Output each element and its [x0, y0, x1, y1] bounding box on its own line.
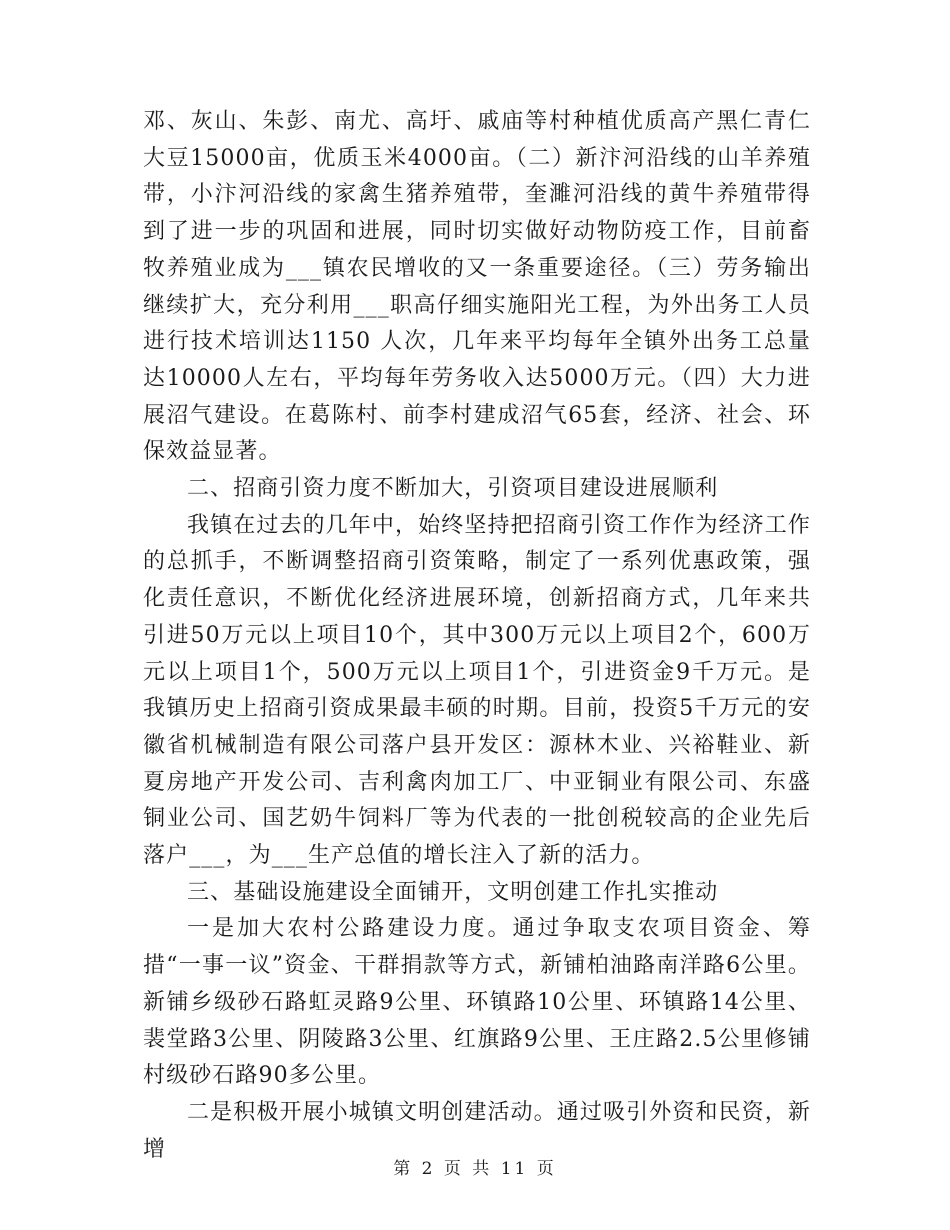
- section-heading-3: 三、基础设施建设全面铺开，文明创建工作扎实推动: [187, 879, 719, 905]
- document-body: [143, 104, 811, 1168]
- paragraph-3: 一是加大农村公路建设力度。通过争取支农项目资金、筹措“一事一议”资金、干群捐款等方式，新铺柏油路南洋路6公里。新铺乡级砂石路虹灵路9公里、环镇路10公里、环镇路14公里、裴堂路3公里、阴陵路3公里、红旗路9公里、王庄路2.5公里修铺村级砂石路90多公里。: [143, 916, 811, 1089]
- paragraph-1: 邓、灰山、朱彭、南尤、高圩、戚庙等村种植优质高产黑仁青仁大豆15000亩，优质玉米4000亩。（二）新汴河沿线的山羊养殖带，小汴河沿线的家禽生猪养殖带，奎濉河沿线的黄牛养殖带得到了进一步的巩固和进展，同时切实做好动物防疫工作，目前畜牧养殖业成为___镇农民增收的又一条重要途径。（三）劳务输出继续扩大，充分利用___职高仔细实施阳光工程，为外出务工人员进行技术培训达1150 人次，几年来平均每年全镇外出务工总量达10000人左右，平均每年劳务收入达5000万元。（四）大力进展沼气建设。在葛陈村、前李村建成沼气65套，经济、社会、环保效益显著。: [143, 109, 811, 465]
- section-heading-2: 二、招商引资力度不断加大，引资项目建设进展顺利: [187, 476, 719, 502]
- page-number-footer: 第 2 页 共 11 页: [393, 1159, 557, 1179]
- paragraph-4: 二是积极开展小城镇文明创建活动。通过吸引外资和民资，新增: [143, 1099, 811, 1162]
- paragraph-2: 我镇在过去的几年中，始终坚持把招商引资工作作为经济工作的总抓手，不断调整招商引资策略，制定了一系列优惠政策，强化责任意识，不断优化经济进展环境，创新招商方式，几年来共引进50万元以上项目10个，其中300万元以上项目2个，600万元以上项目1个，500万元以上项目1个，引进资金9千万元。是我镇历史上招商引资成果最丰硕的时期。目前，投资5千万元的安徽省机械制造有限公司落户县开发区：源林木业、兴裕鞋业、新夏房地产开发公司、吉利禽肉加工厂、中亚铜业有限公司、东盛铜业公司、国艺奶牛饲料厂等为代表的一批创税较高的企业先后落户___，为___生产总值的增长注入了新的活力。: [143, 512, 811, 869]
